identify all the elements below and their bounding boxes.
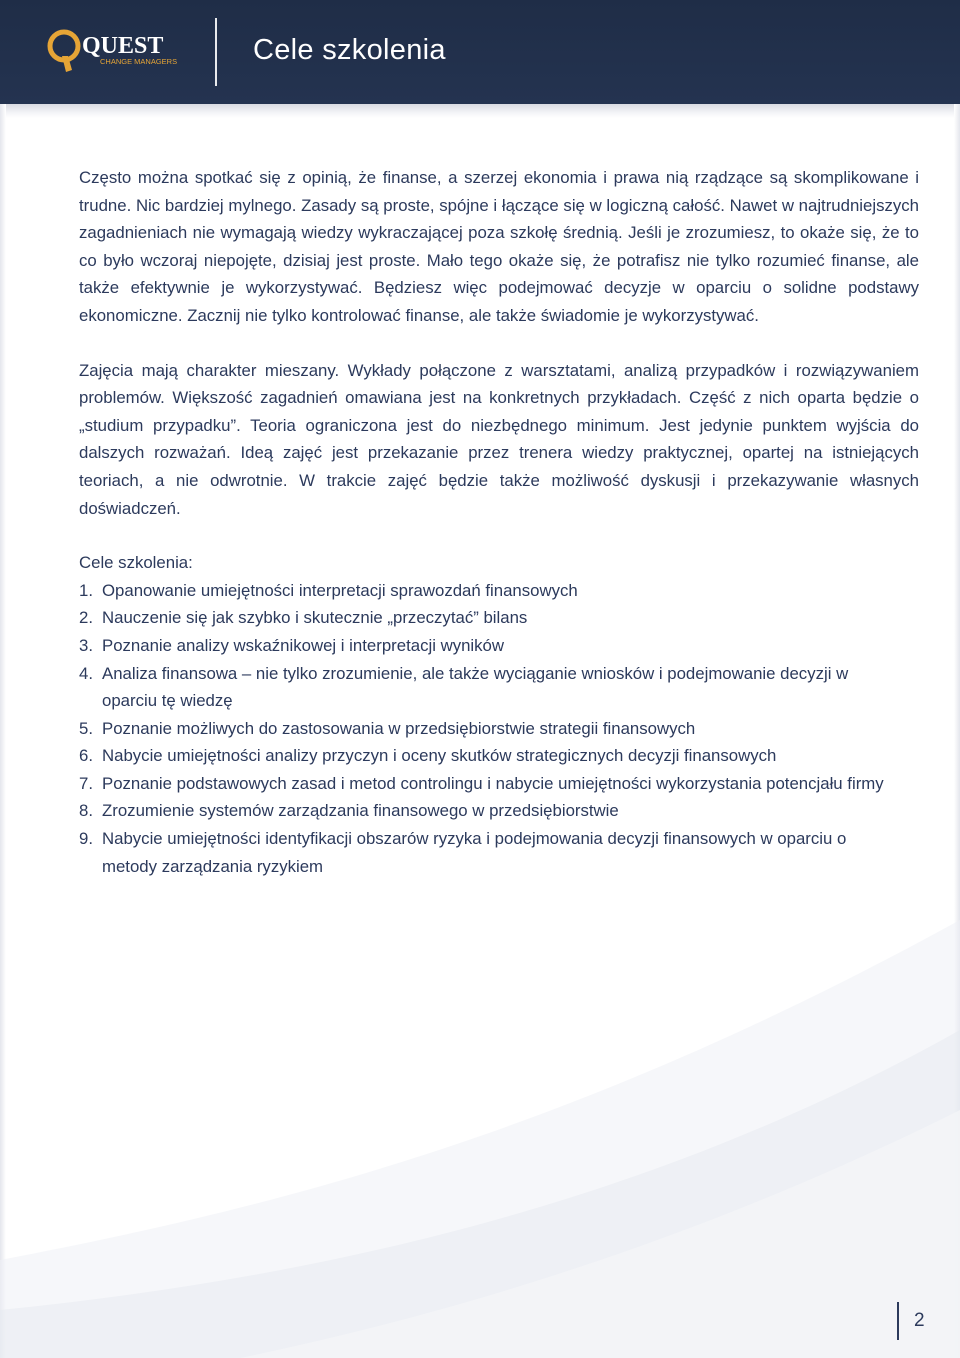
list-item-text: Poznanie podstawowych zasad i metod controlingu i nabycie umiejętności wykorzystania potencjału firmy <box>102 773 884 793</box>
list-item <box>79 577 919 605</box>
list-item-text: Poznanie analizy wskaźnikowej i interpretacji wyników <box>102 635 504 655</box>
list-item-text: Nabycie umiejętności analizy przyczyn i oceny skutków strategicznych decyzji finansowych <box>102 746 777 766</box>
list-item <box>79 742 919 770</box>
list-item-number: 7. <box>79 773 93 793</box>
list-item <box>79 632 919 660</box>
list-item <box>79 797 919 825</box>
list-item-text: Nabycie umiejętności identyfikacji obszarów ryzyka i podejmowania decyzji finansowych w oparciu o metody zarządzania ryzykiem <box>102 829 847 876</box>
list-item-number: 4. <box>79 663 93 683</box>
page-header <box>0 0 960 104</box>
list-item-text: Nauczenie się jak szybko i skutecznie „przeczytać” bilans <box>102 608 528 628</box>
list-item-text: Opanowanie umiejętności interpretacji sprawozdań finansowych <box>102 580 578 600</box>
list-item <box>79 660 919 715</box>
frame-shadow-top <box>0 104 960 118</box>
list-item-number: 9. <box>79 829 93 849</box>
content <box>79 164 919 880</box>
list-item-number: 6. <box>79 746 93 766</box>
list-item-number: 8. <box>79 801 93 821</box>
page-title: Cele szkolenia <box>253 34 446 66</box>
list-item-number: 1. <box>79 580 93 600</box>
logo-subtext: CHANGE MANAGERS <box>100 57 178 66</box>
list-item-text: Zrozumienie systemów zarządzania finansowego w przedsiębiorstwie <box>102 801 619 821</box>
list-item <box>79 604 919 632</box>
list-item <box>79 715 919 743</box>
intro-paragraph-2: Zajęcia mają charakter mieszany. Wykłady połączone z warsztatami, analizą przypadków i rozwiązywaniem problemów. Większość zagadnień omawiana jest na konkretnych przykładach. Część z nich oparta będzie o „studium przypadku”. Teoria ograniczona jest do niezbędnego minimum. Jest jedynie punktem wyjścia do dalszych rozważań. Ideą zajęć jest przekazanie przez trenera wiedzy praktycznej, opartej na istniejących teoriach, a nie odwrotnie. W trakcie zajęć będzie także możliwość dyskusji i przekazywanie własnych doświadczeń. <box>79 360 919 518</box>
list-item-number: 2. <box>79 608 93 628</box>
list-item-number: 5. <box>79 718 93 738</box>
header-divider <box>215 18 217 86</box>
background-swoosh <box>0 880 960 1358</box>
quest-logo-graphic <box>46 26 186 74</box>
footer-divider <box>897 1302 899 1340</box>
page-number: 2 <box>914 1310 925 1331</box>
goals-list <box>79 577 919 881</box>
quest-logo <box>46 26 186 74</box>
list-item-text: Analiza finansowa – nie tylko zrozumienie, ale także wyciąganie wniosków i podejmowanie decyzji w oparciu tę wiedzę <box>102 663 849 711</box>
intro-paragraph-1: Często można spotkać się z opinią, że finanse, a szerzej ekonomia i prawa nią rządzące są skomplikowane i trudne. Nic bardziej mylnego. Zasady są proste, spójne i łączące się w logiczną całość. Nawet w najtrudniejszych zagadnieniach nie wymagają wiedzy wykraczającej poza szkołę średnią. Jeśli je zrozumiesz, to okaże się, że to co było wczoraj niepojęte, dzisiaj jest proste. Mało tego okaże się, że potrafisz nie tylko rozumieć finanse, ale także efektywnie je wykorzystywać. Będziesz więc podejmować decyzje w oparciu o solidne podstawy ekonomiczne. Zacznij nie tylko kontrolować finanse, ale także świadomie je wykorzystywać. <box>79 168 919 325</box>
logo-text: QUEST <box>82 33 164 59</box>
goals-heading: Cele szkolenia: <box>79 553 193 573</box>
list-item <box>79 825 919 880</box>
list-item-number: 3. <box>79 635 93 655</box>
list-item-text: Poznanie możliwych do zastosowania w przedsiębiorstwie strategii finansowych <box>102 718 696 738</box>
list-item <box>79 770 919 798</box>
